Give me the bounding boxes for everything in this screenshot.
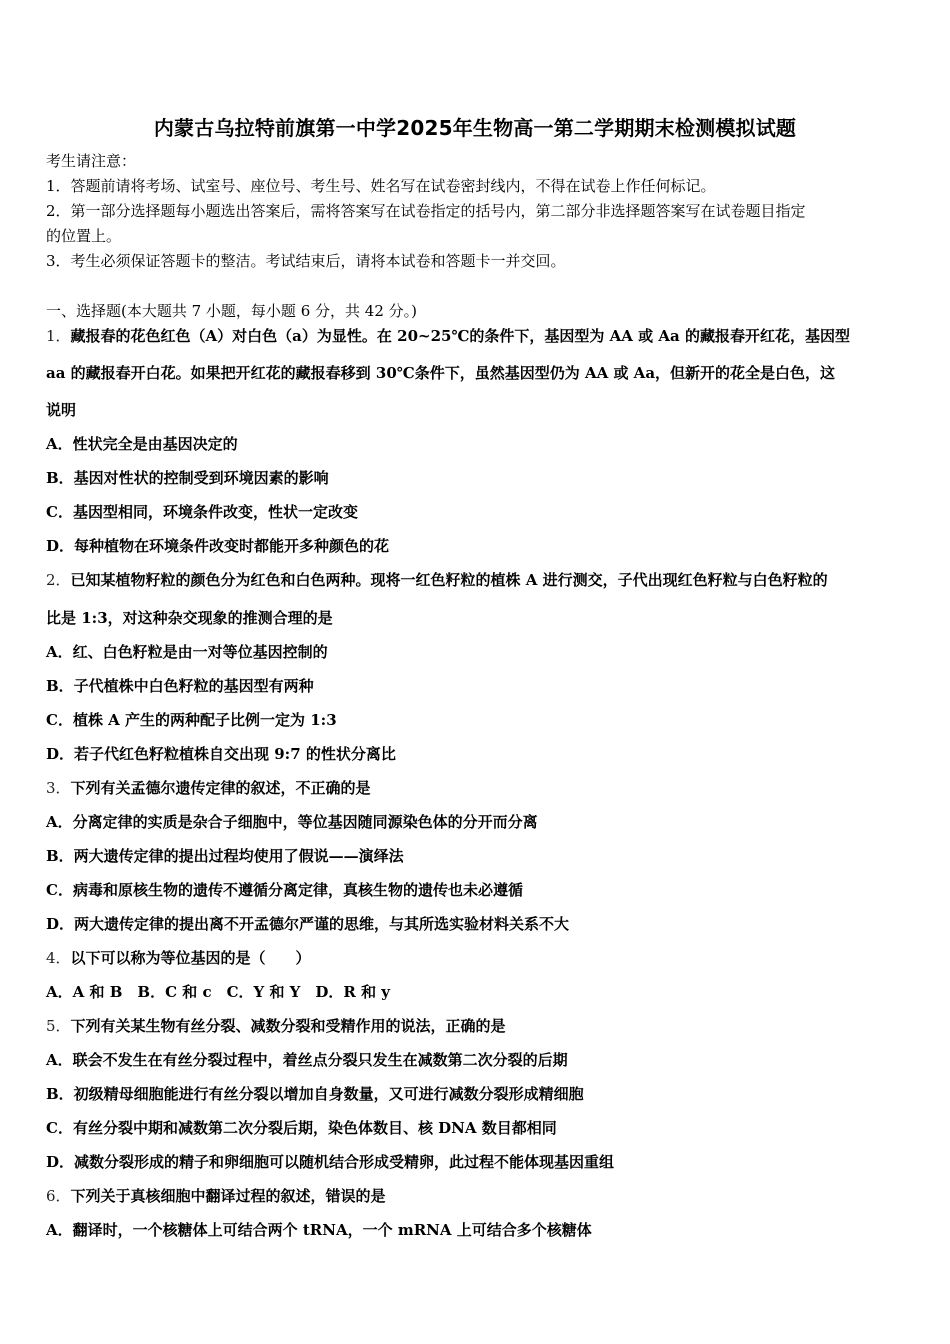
option-c: C．植株 A 产生的两种配子比例一定为 1:3 (46, 711, 337, 729)
question-number: 2． (46, 571, 71, 589)
question-2-stem (46, 570, 906, 590)
question-6-stem (46, 1186, 906, 1206)
option-a: A．翻译时，一个核糖体上可结合两个 tRNA，一个 mRNA 上可结合多个核糖体 (46, 1221, 592, 1239)
option-c: C．基因型相同，环境条件改变，性状一定改变 (46, 503, 358, 521)
option-d: D．若子代红色籽粒植株自交出现 9:7 的性状分离比 (46, 745, 396, 763)
question-3-stem (46, 778, 906, 798)
question-5-stem (46, 1016, 906, 1036)
option-c: C．有丝分裂中期和减数第二次分裂后期，染色体数目、核 DNA 数目都相同 (46, 1119, 557, 1137)
option-c: C．病毒和原核生物的遗传不遵循分离定律，真核生物的遗传也未必遵循 (46, 881, 523, 899)
question-text: 已知某植物籽粒的颜色分为红色和白色两种。现将一红色籽粒的植株 A 进行测交，子代出现红色籽粒与白色籽粒的 (70, 571, 828, 589)
question-number: 4． (46, 949, 71, 967)
option-b: B．初级精母细胞能进行有丝分裂以增加自身数量，又可进行减数分裂形成精细胞 (46, 1085, 584, 1103)
question-text: 以下可以称为等位基因的是（ ） (70, 949, 311, 967)
question-4-stem (46, 948, 906, 968)
question-number: 5． (46, 1017, 71, 1035)
notice-heading: 考生请注意： (46, 152, 137, 170)
question-number: 6． (46, 1187, 71, 1205)
option-b: B．子代植株中白色籽粒的基因型有两种 (46, 677, 314, 695)
option-a: A．性状完全是由基因决定的 (46, 435, 238, 453)
option-b: B．两大遗传定律的提出过程均使用了假说——演绎法 (46, 847, 404, 865)
question-text: aa 的藏报春开白花。如果把开红花的藏报春移到 30℃条件下，虽然基因型仍为 AA 或 Aa，但新开的花全是白色，这 (46, 364, 836, 382)
question-text: 下列关于真核细胞中翻译过程的叙述，错误的是 (70, 1187, 386, 1205)
option-a: A．红、白色籽粒是由一对等位基因控制的 (46, 643, 328, 661)
notice-item: 3．考生必须保证答题卡的整洁。考试结束后，请将本试卷和答题卡一并交回。 (46, 252, 566, 270)
option-b: B．基因对性状的控制受到环境因素的影响 (46, 469, 329, 487)
question-text: 比是 1:3，对这种杂交现象的推测合理的是 (46, 609, 333, 627)
question-text: 下列有关某生物有丝分裂、减数分裂和受精作用的说法，正确的是 (70, 1017, 506, 1035)
notice-item: 2．第一部分选择题每小题选出答案后，需将答案写在试卷指定的括号内，第二部分非选择题答案写在试卷题目指定 (46, 202, 806, 220)
section-heading: 一、选择题(本大题共 7 小题，每小题 6 分，共 42 分。) (46, 302, 417, 320)
question-1-stem (46, 326, 906, 346)
option-d: D．两大遗传定律的提出离不开孟德尔严谨的思维，与其所选实验材料关系不大 (46, 915, 570, 933)
page-title: 内蒙古乌拉特前旗第一中学2025年生物高一第二学期期末检测模拟试题 (153, 116, 797, 140)
question-text: 说明 (46, 401, 77, 419)
option-d: D．减数分裂形成的精子和卵细胞可以随机结合形成受精卵，此过程不能体现基因重组 (46, 1153, 615, 1171)
notice-item: 的位置上。 (46, 227, 122, 245)
question-text: 藏报春的花色红色（A）对白色（a）为显性。在 20~25℃的条件下，基因型为 AA 或 Aa 的藏报春开红花，基因型 (70, 327, 850, 345)
options-inline: A．A 和 B B．C 和 c C．Y 和 Y D．R 和 y (46, 983, 391, 1001)
option-d: D．每种植物在环境条件改变时都能开多种颜色的花 (46, 537, 390, 555)
option-a: A．分离定律的实质是杂合子细胞中，等位基因随同源染色体的分开而分离 (46, 813, 538, 831)
option-a: A．联会不发生在有丝分裂过程中，着丝点分裂只发生在减数第二次分裂的后期 (46, 1051, 568, 1069)
question-number: 3． (46, 779, 71, 797)
question-text: 下列有关孟德尔遗传定律的叙述，不正确的是 (70, 779, 371, 797)
notice-item: 1．答题前请将考场、试室号、座位号、考生号、姓名写在试卷密封线内，不得在试卷上作任何标记。 (46, 177, 716, 195)
question-number: 1． (46, 327, 71, 345)
